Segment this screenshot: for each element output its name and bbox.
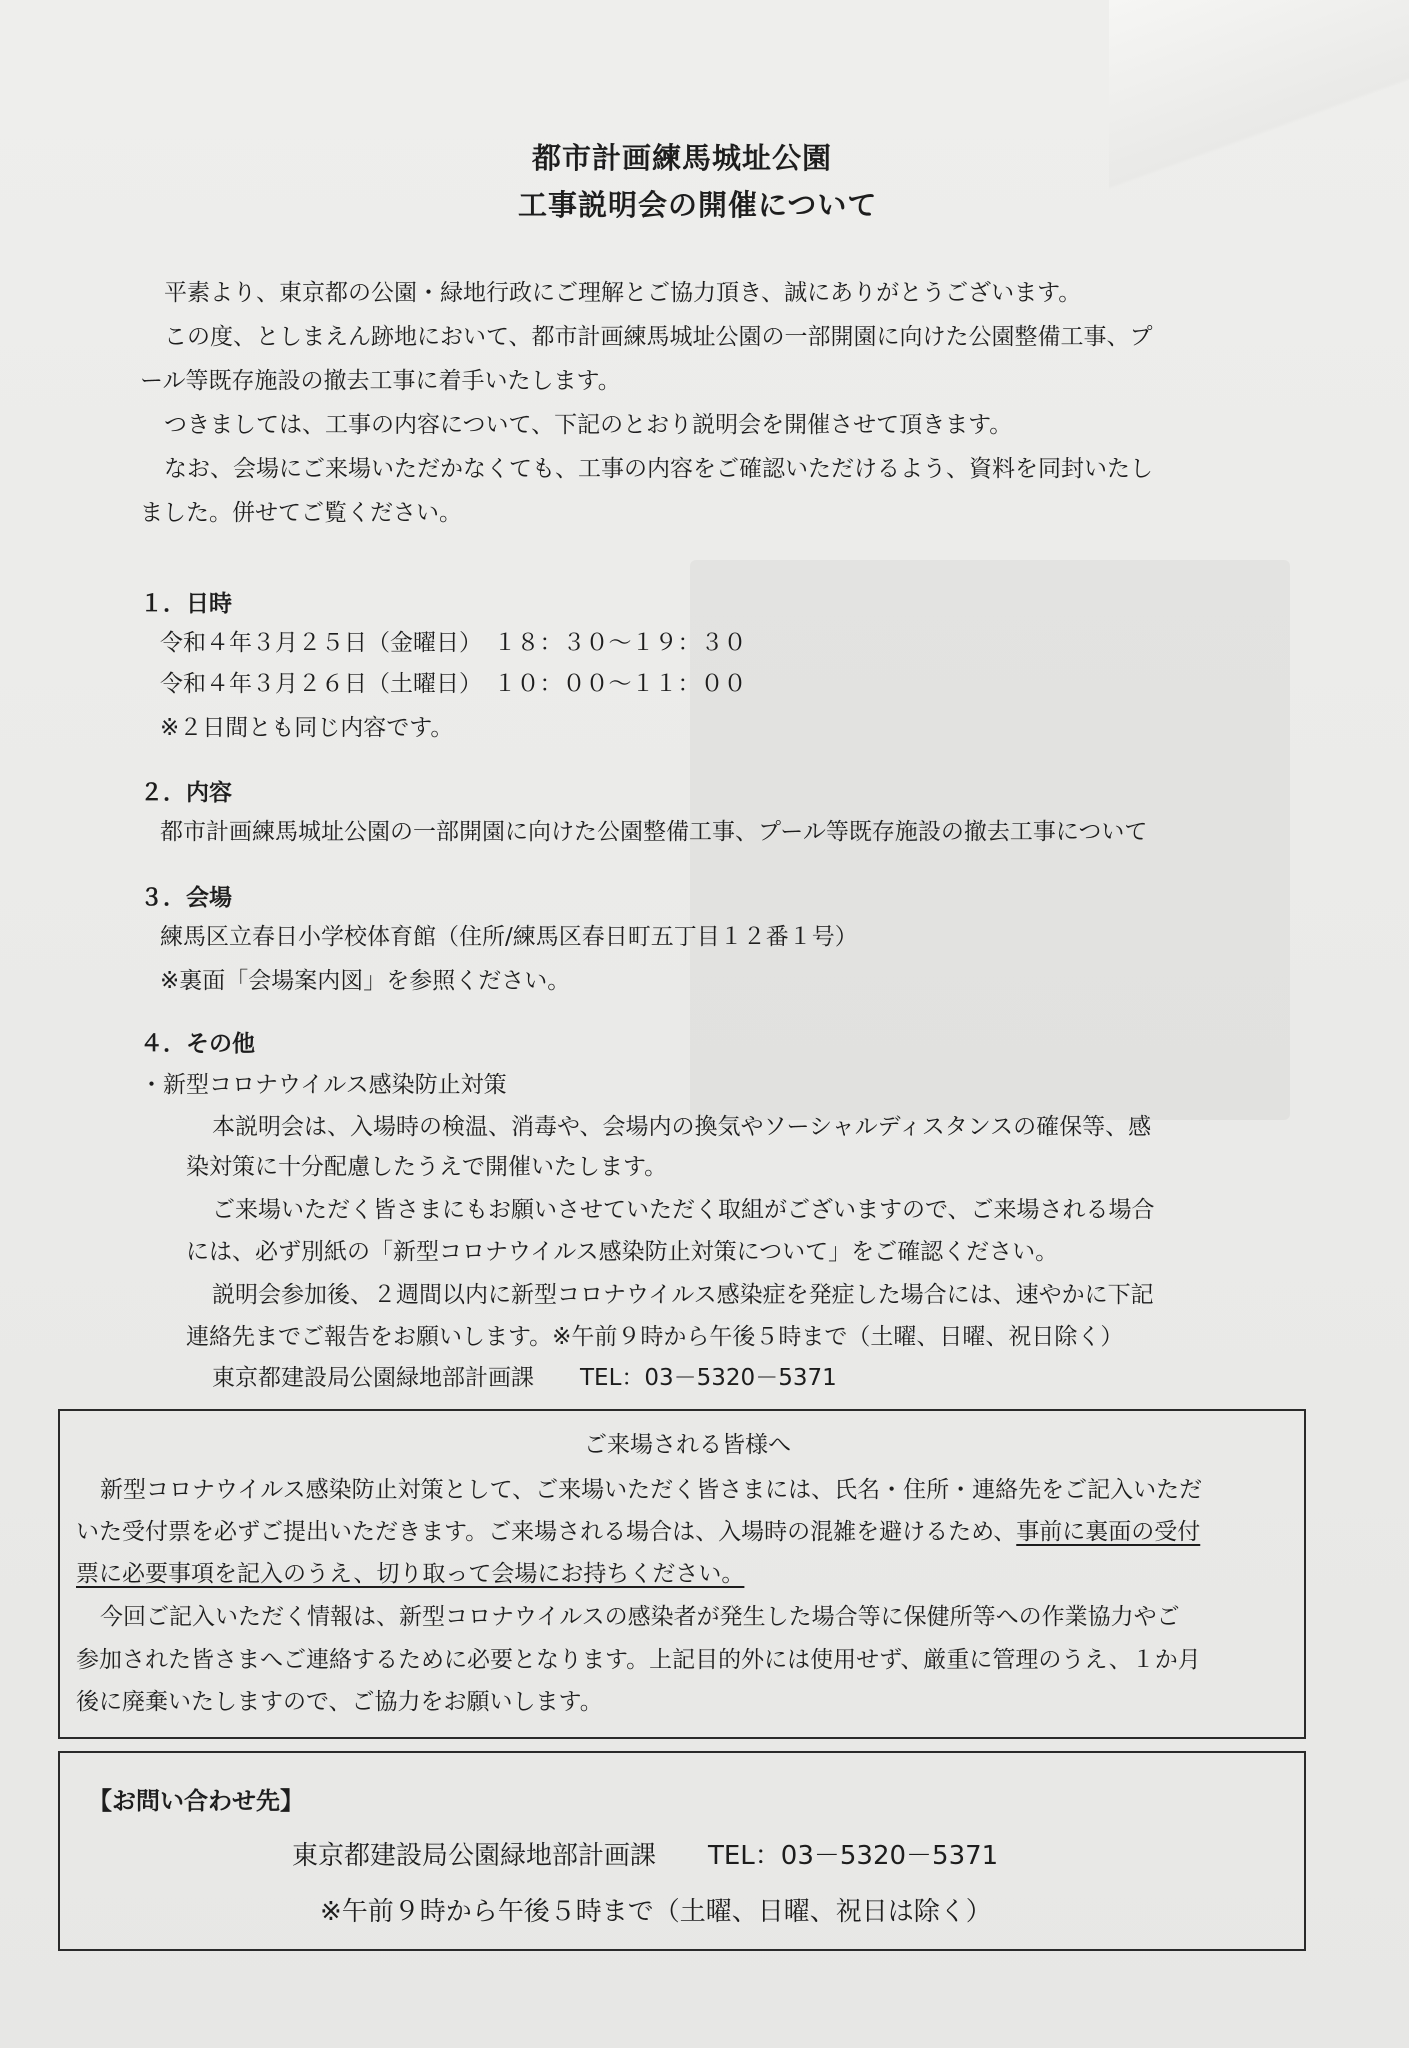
content-description: 都市計画練馬城址公園の一部開園に向けた公園整備工事、プール等既存施設の撤去工事について bbox=[160, 819, 1148, 845]
notice-line-1: 新型コロナウイルス感染防止対策として、ご来場いただく皆さまには、氏名・住所・連絡先をご記入いただ bbox=[100, 1477, 1203, 1503]
venue-note: ※裏面「会場案内図」を参照ください。 bbox=[160, 968, 571, 994]
title-line-1: 都市計画練馬城址公園 bbox=[532, 141, 833, 175]
contact-heading: 【お問い合わせ先】 bbox=[88, 1787, 304, 1815]
covid-line-5: 説明会参加後、２週間以内に新型コロナウイルス感染症を発症した場合には、速やかに下記 bbox=[212, 1282, 1154, 1308]
section-4-heading: ４．その他 bbox=[140, 1031, 255, 1057]
notice-line-3-underlined: 票に必要事項を記入のうえ、切り取って会場にお持ちください。 bbox=[76, 1561, 745, 1587]
title-line-2: 工事説明会の開催について bbox=[518, 188, 878, 222]
intro-paragraph-2a: この度、としまえん跡地において、都市計画練馬城址公園の一部開園に向けた公園整備工事、プ bbox=[164, 324, 1153, 350]
contact-line: 東京都建設局公園緑地部計画課 TEL：03－5320－5371 bbox=[292, 1841, 999, 1871]
notice-box-title: ご来場される皆様へ bbox=[584, 1432, 791, 1458]
covid-line-2: 染対策に十分配慮したうえで開催いたします。 bbox=[186, 1154, 668, 1180]
section-1-heading: １．日時 bbox=[140, 591, 232, 617]
intro-paragraph-1: 平素より、東京都の公園・緑地行政にご理解とご協力頂き、誠にありがとうございます。 bbox=[164, 280, 1082, 306]
covid-bullet: ・新型コロナウイルス感染防止対策 bbox=[140, 1072, 507, 1098]
intro-paragraph-4b: ました。併せてご覧ください。 bbox=[140, 500, 462, 526]
covid-line-1: 本説明会は、入場時の検温、消毒や、会場内の換気やソーシャルディスタンスの確保等、感 bbox=[212, 1114, 1152, 1140]
event-date-2: 令和４年３月２６日（土曜日） １０：００～１１：００ bbox=[160, 671, 747, 697]
covid-line-6: 連絡先までご報告をお願いします。※午前９時から午後５時まで（土曜、日曜、祝日除く） bbox=[186, 1324, 1124, 1350]
intro-paragraph-2b: ール等既存施設の撤去工事に着手いたします。 bbox=[140, 368, 621, 394]
dates-note: ※２日間とも同じ内容です。 bbox=[160, 715, 454, 741]
intro-paragraph-3: つきましては、工事の内容について、下記のとおり説明会を開催させて頂きます。 bbox=[164, 412, 1013, 438]
event-date-1: 令和４年３月２５日（金曜日） １８：３０～１９：３０ bbox=[160, 630, 747, 656]
contact-hours: ※午前９時から午後５時まで（土曜、日曜、祝日は除く） bbox=[320, 1897, 992, 1927]
notice-line-2-underlined: 事前に裏面の受付 bbox=[1016, 1519, 1201, 1545]
section-2-heading: ２．内容 bbox=[140, 780, 232, 806]
notice-line-2-text: いた受付票を必ずご提出いただきます。ご来場される場合は、入場時の混雑を避けるため、 bbox=[76, 1519, 1017, 1545]
paper-fold bbox=[1109, 0, 1409, 230]
covid-contact-line: 東京都建設局公園緑地部計画課 TEL：03－5320－5371 bbox=[212, 1365, 837, 1391]
covid-line-3: ご来場いただく皆さまにもお願いさせていただく取組がございますので、ご来場される場合 bbox=[212, 1197, 1155, 1223]
venue-address: 練馬区立春日小学校体育館（住所/練馬区春日町五丁目１２番１号） bbox=[160, 924, 858, 950]
intro-paragraph-4a: なお、会場にご来場いただかなくても、工事の内容をご確認いただけるよう、資料を同封いたし bbox=[164, 456, 1153, 482]
notice-line-2 bbox=[76, 1517, 1200, 1547]
notice-line-4: 今回ご記入いただく情報は、新型コロナウイルスの感染者が発生した場合等に保健所等への作業協力やご bbox=[100, 1604, 1180, 1630]
covid-line-4: には、必ず別紙の「新型コロナウイルス感染防止対策について」をご確認ください。 bbox=[186, 1239, 1059, 1265]
notice-line-5: 参加された皆さまへご連絡するために必要となります。上記目的外には使用せず、厳重に管理のうえ、１か月 bbox=[76, 1647, 1201, 1673]
notice-line-6: 後に廃棄いたしますので、ご協力をお願いします。 bbox=[76, 1689, 603, 1715]
section-3-heading: ３．会場 bbox=[140, 885, 232, 911]
